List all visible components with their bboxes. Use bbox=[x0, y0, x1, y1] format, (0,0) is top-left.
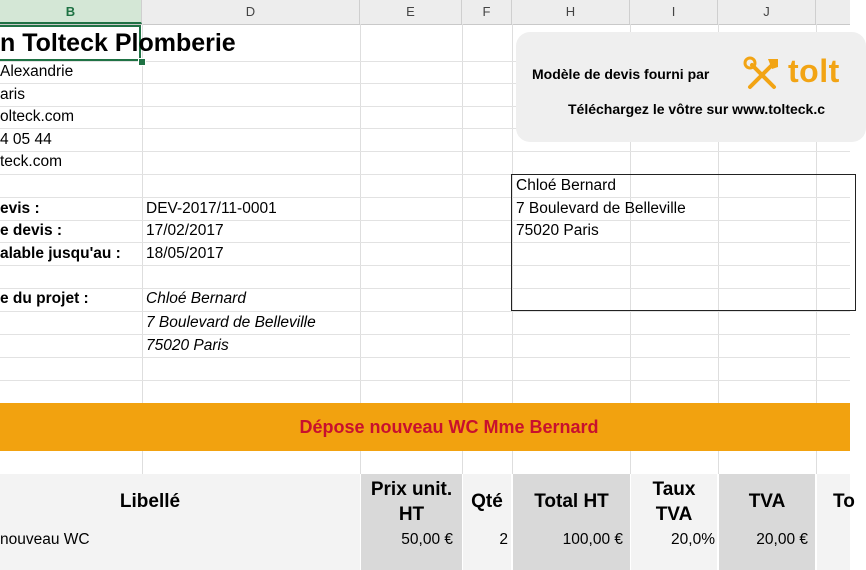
grid-line bbox=[630, 451, 631, 474]
grid-line bbox=[0, 357, 850, 358]
grid-line bbox=[0, 334, 850, 335]
promo-download-link[interactable]: Téléchargez le vôtre sur www.tolteck.c bbox=[568, 101, 826, 117]
grid-line bbox=[512, 451, 513, 474]
header-vat[interactable]: TVA bbox=[748, 491, 786, 512]
grid-line bbox=[360, 451, 361, 474]
header-vat-rate-line2[interactable]: TVA bbox=[655, 504, 693, 525]
company-city[interactable]: aris bbox=[0, 86, 25, 103]
client-address1[interactable]: 7 Boulevard de Belleville bbox=[516, 200, 686, 217]
client-name[interactable]: Chloé Bernard bbox=[516, 177, 616, 194]
quote-date-label[interactable]: e devis : bbox=[0, 222, 63, 239]
grid-line bbox=[0, 151, 850, 152]
column-header-h[interactable]: H bbox=[512, 0, 630, 24]
column-header-j[interactable]: J bbox=[718, 0, 816, 24]
header-qty[interactable]: Qté bbox=[471, 491, 503, 512]
header-total-truncated[interactable]: To bbox=[833, 491, 855, 512]
grid-line bbox=[0, 380, 850, 381]
column-header-f[interactable]: F bbox=[462, 0, 512, 24]
project-name-label[interactable]: e du projet : bbox=[0, 290, 89, 307]
header-label[interactable]: Libellé bbox=[119, 491, 181, 512]
row-total-ht[interactable]: 100,00 € bbox=[562, 531, 623, 548]
grid-line bbox=[816, 451, 817, 474]
company-website[interactable]: olteck.com bbox=[0, 108, 75, 125]
project-address2-value[interactable]: 75020 Paris bbox=[146, 337, 229, 354]
grid-line bbox=[0, 311, 850, 312]
quote-number-label[interactable]: evis : bbox=[0, 200, 40, 217]
grid-line bbox=[462, 24, 463, 403]
header-unit-price-line2[interactable]: HT bbox=[398, 504, 425, 525]
grid-line bbox=[718, 451, 719, 474]
quote-valid-value[interactable]: 18/05/2017 bbox=[146, 245, 224, 262]
company-address-line[interactable]: Alexandrie bbox=[0, 63, 74, 80]
grid-line bbox=[142, 24, 143, 403]
brand-logo-text: tolt bbox=[788, 53, 840, 89]
quote-date-value[interactable]: 17/02/2017 bbox=[146, 222, 224, 239]
grid-line bbox=[142, 451, 143, 474]
row-vat[interactable]: 20,00 € bbox=[756, 531, 808, 548]
row-label[interactable]: nouveau WC bbox=[0, 531, 90, 548]
header-total-ht[interactable]: Total HT bbox=[534, 491, 609, 512]
header-unit-price-line1[interactable]: Prix unit. bbox=[370, 479, 453, 500]
grid-line bbox=[360, 24, 361, 403]
fill-handle[interactable] bbox=[138, 58, 146, 66]
column-header-b[interactable]: B bbox=[0, 0, 142, 24]
row-unit-price[interactable]: 50,00 € bbox=[401, 531, 453, 548]
client-address2[interactable]: 75020 Paris bbox=[516, 222, 599, 239]
company-phone[interactable]: 4 05 44 bbox=[0, 131, 52, 148]
project-address1-value[interactable]: 7 Boulevard de Belleville bbox=[146, 314, 316, 331]
column-header-d[interactable]: D bbox=[142, 0, 360, 24]
header-vat-rate-line1[interactable]: Taux bbox=[652, 479, 696, 500]
row-qty[interactable]: 2 bbox=[499, 531, 508, 548]
column-header-k[interactable] bbox=[816, 0, 850, 24]
quote-valid-label[interactable]: alable jusqu'au : bbox=[0, 245, 121, 262]
tools-icon bbox=[742, 55, 782, 95]
grid-line bbox=[462, 451, 463, 474]
quote-number-value[interactable]: DEV-2017/11-0001 bbox=[146, 200, 277, 217]
column-header-i[interactable]: I bbox=[630, 0, 718, 24]
promo-caption: Modèle de devis fourni par bbox=[532, 66, 710, 82]
company-email[interactable]: teck.com bbox=[0, 153, 63, 170]
project-name-value[interactable]: Chloé Bernard bbox=[146, 290, 246, 307]
project-title[interactable]: Dépose nouveau WC Mme Bernard bbox=[299, 417, 599, 437]
column-header-e[interactable]: E bbox=[360, 0, 462, 24]
company-name[interactable]: n Tolteck Plomberie bbox=[0, 29, 236, 57]
row-vat-rate[interactable]: 20,0% bbox=[671, 531, 715, 548]
